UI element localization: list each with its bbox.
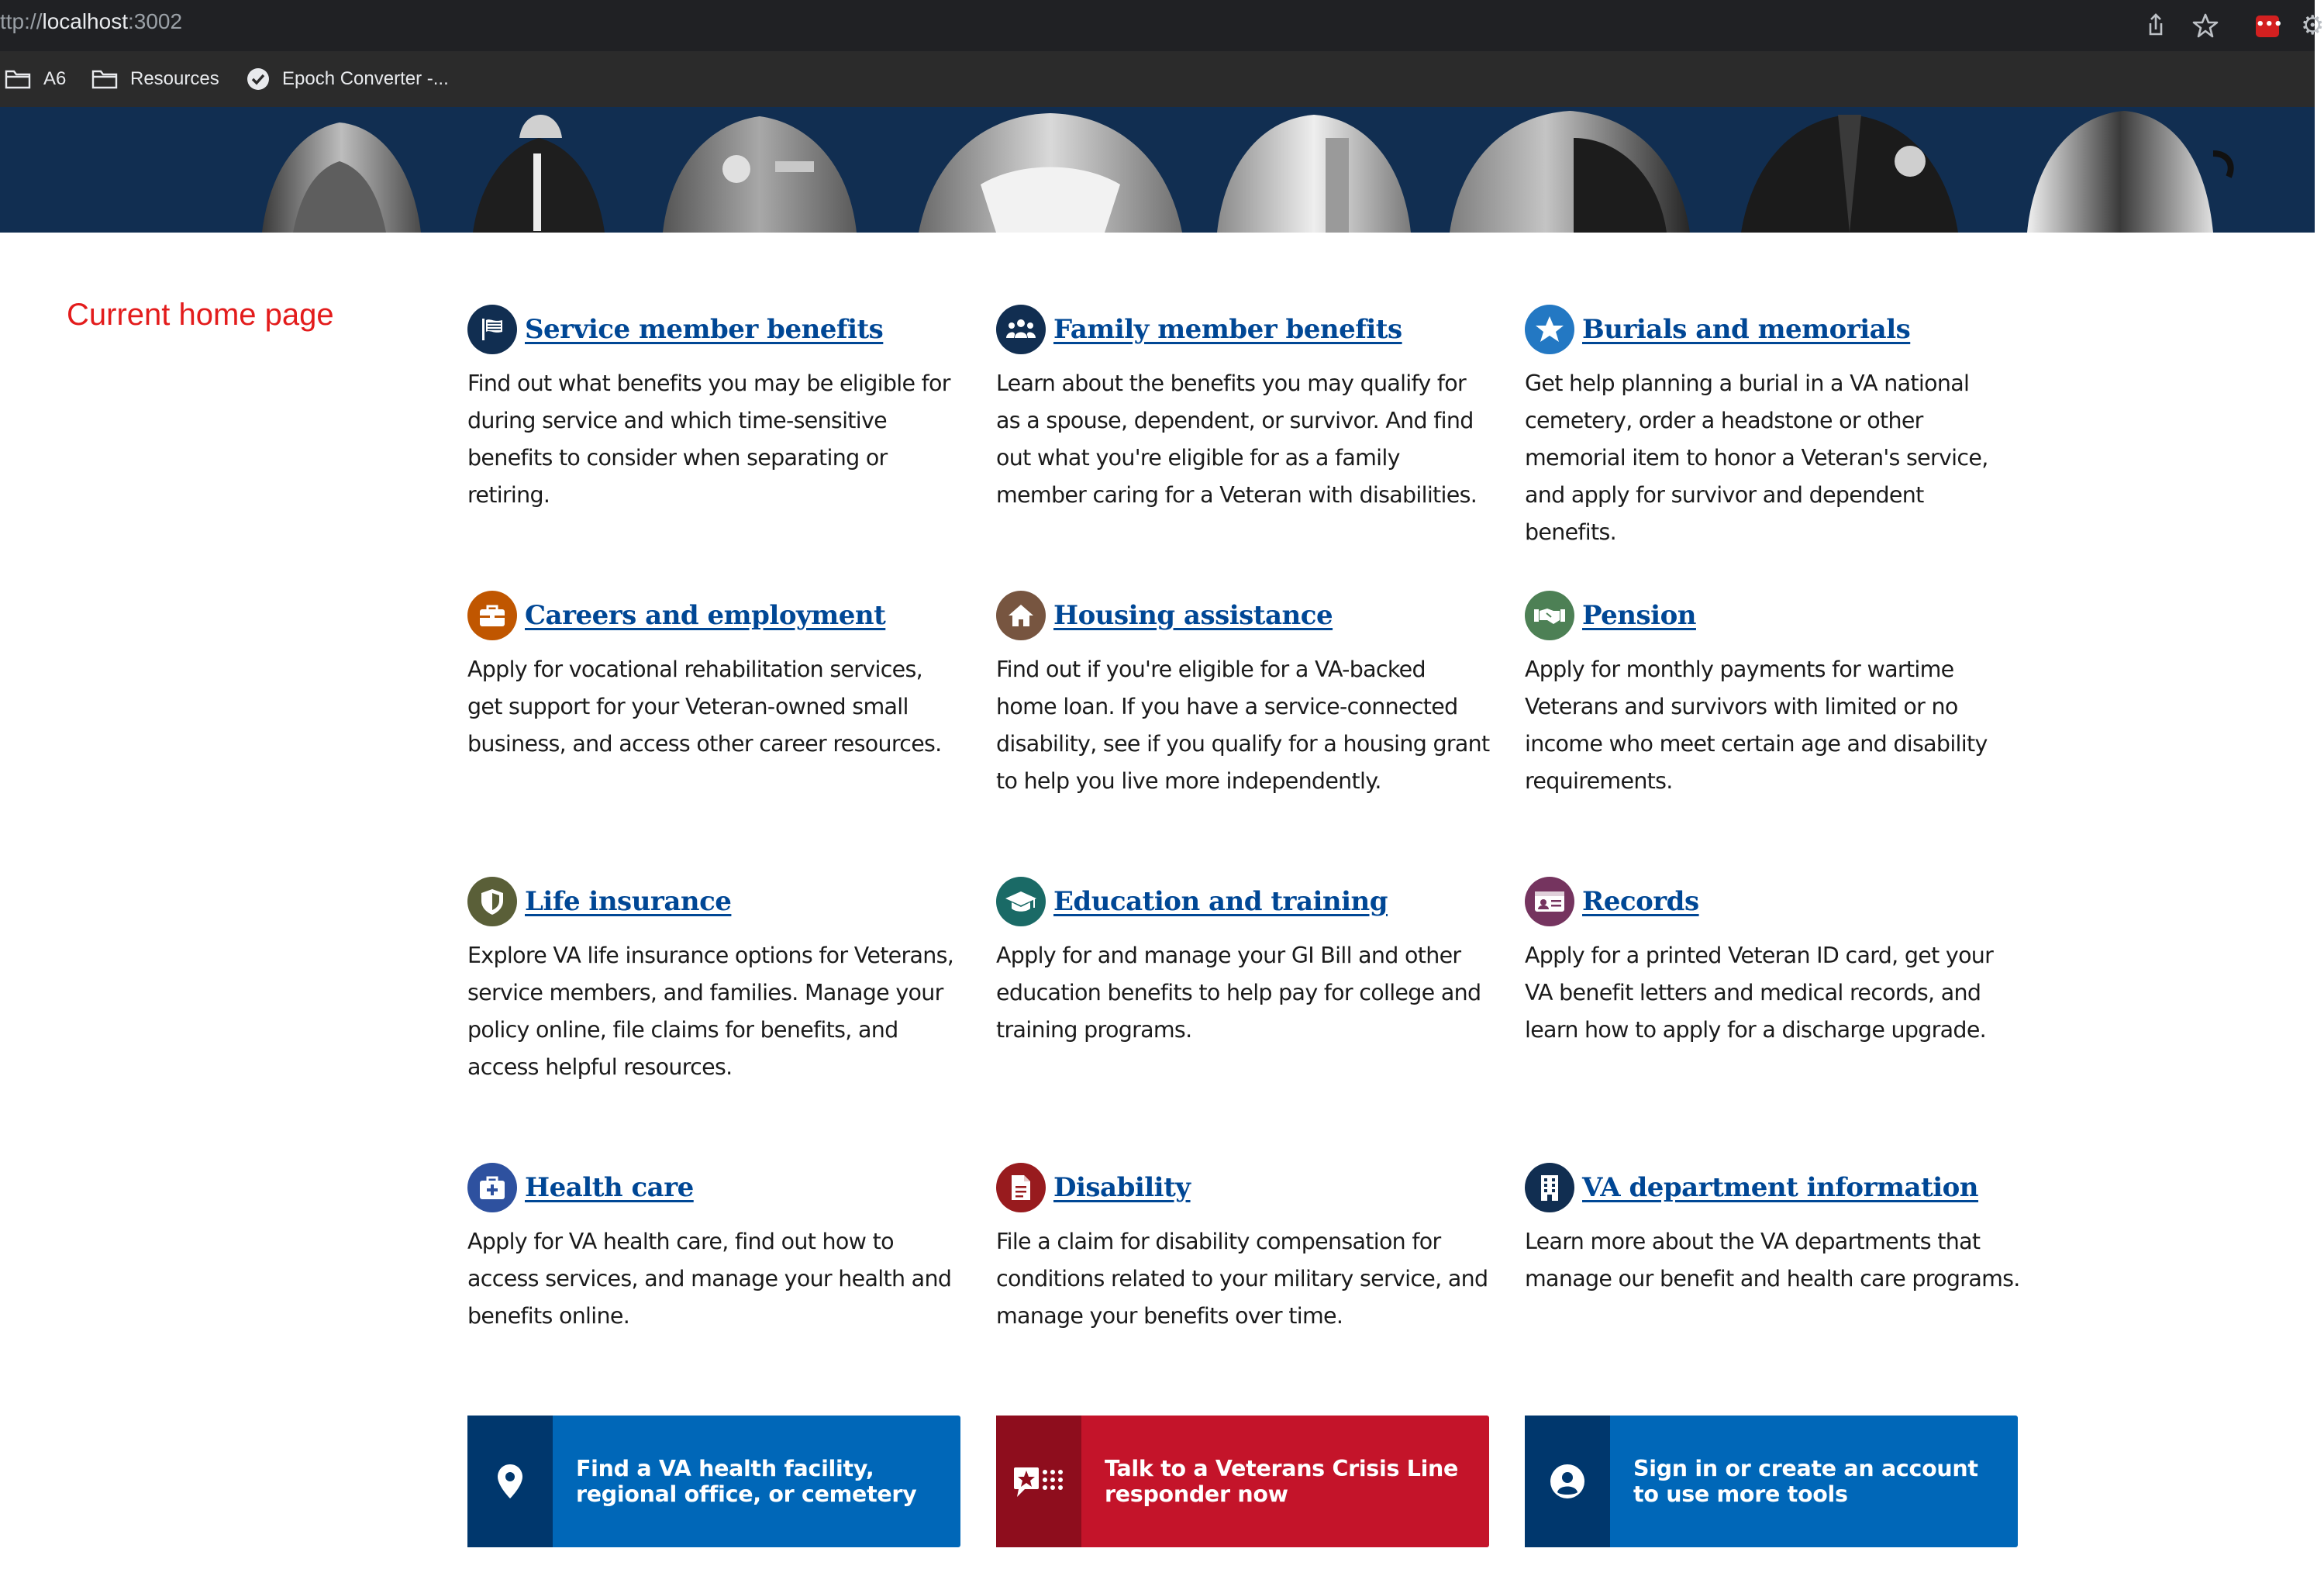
home-icon [996, 591, 1046, 640]
find-facility-button[interactable] [467, 1416, 960, 1547]
folder-icon [5, 69, 31, 89]
briefcase-icon [467, 591, 517, 640]
sign-in-button[interactable] [1525, 1416, 2018, 1547]
hub-link-disability[interactable]: Disability [1053, 1172, 1191, 1203]
hub-description: Get help planning a burial in a VA national cemetery, order a headstone or other memorial item to honor a Veteran's service, and apply for survivor and dependent benefits. [1525, 371, 1988, 545]
hub-description: Explore VA life insurance options for Veterans, service members, and families. Manage your policy online, file claims for benefits, and access helpful resources. [467, 943, 954, 1080]
star-icon [1525, 305, 1574, 354]
bookmark-a6[interactable] [5, 65, 66, 93]
crisis-line-button[interactable] [996, 1416, 1489, 1547]
veteran-photo [1733, 107, 1966, 233]
hub-link-burials-and-memorials[interactable]: Burials and memorials [1582, 314, 1911, 345]
hub-burials [1525, 305, 2021, 551]
url-scheme: ttp:// [0, 9, 43, 33]
browser-url-bar [0, 0, 2324, 51]
medkit-icon [467, 1163, 517, 1212]
veteran-photo [2023, 107, 2240, 233]
bookmark-label: Resources [130, 68, 219, 89]
hub-health-care [467, 1163, 964, 1335]
hub-description: Apply for a printed Veteran ID card, get your VA benefit letters and medical records, and learn how to apply for a discharge upgrade. [1525, 943, 1994, 1043]
hub-description: Apply for vocational rehabilitation services, get support for your Veteran-owned small business, and access other career resources. [467, 657, 942, 757]
veteran-photo [247, 107, 433, 233]
extensions-menu-icon[interactable]: ⚙ [2301, 10, 2324, 41]
hub-life-insurance [467, 877, 964, 1086]
hub-link-life-insurance[interactable]: Life insurance [525, 886, 732, 917]
family-icon [996, 305, 1046, 354]
bookmark-resources[interactable] [91, 65, 219, 93]
find-facility-label: Find a VA health facility, regional office, or cemetery [576, 1456, 917, 1507]
hub-service-member [467, 305, 964, 514]
graduation-cap-icon [996, 877, 1046, 926]
hub-family-member [996, 305, 1492, 514]
epoch-favicon [247, 67, 270, 91]
sign-in-label: Sign in or create an account to use more tools [1633, 1456, 1978, 1507]
hub-housing [996, 591, 1492, 800]
shield-icon [467, 877, 517, 926]
hub-education [996, 877, 1492, 1049]
address-bar[interactable] [0, 9, 182, 34]
hub-link-family-member-benefits[interactable]: Family member benefits [1053, 314, 1402, 345]
url-port: :3002 [127, 9, 183, 33]
veteran-photo [465, 107, 612, 233]
id-card-icon [1525, 877, 1574, 926]
flag-icon [467, 305, 517, 354]
hub-description: Learn more about the VA departments that manage our benefit and health care programs. [1525, 1229, 2020, 1291]
hub-link-records[interactable]: Records [1582, 886, 1699, 917]
veteran-photo [651, 107, 868, 233]
hub-link-housing-assistance[interactable]: Housing assistance [1053, 600, 1333, 631]
hub-careers [467, 591, 964, 763]
hub-description: Apply for VA health care, find out how to access services, and manage your health and benefits online. [467, 1229, 952, 1329]
hub-description: Find out what benefits you may be eligible for during service and which time-sensitive benefits to consider when separating or retiring. [467, 371, 950, 508]
hub-records [1525, 877, 2021, 1049]
hero-banner [0, 107, 2315, 233]
handshake-icon [1525, 591, 1574, 640]
hub-description: Learn about the benefits you may qualify for as a spouse, dependent, or survivor. And find out what you're eligible for as a family member caring for a Veteran with disabilities. [996, 371, 1477, 508]
veteran-photo [1442, 107, 1698, 233]
user-circle-icon [1525, 1416, 1610, 1547]
bookmark-label: A6 [43, 68, 67, 89]
hub-description: Apply for monthly payments for wartime Veterans and survivors with limited or no income who meet certain age and disability requirements. [1525, 657, 1988, 794]
crisis-line-label: Talk to a Veterans Crisis Line responder now [1105, 1456, 1459, 1507]
hub-disability [996, 1163, 1492, 1335]
veteran-photo [1209, 107, 1419, 233]
hub-description: File a claim for disability compensation for conditions related to your military service, and manage your benefits over time. [996, 1229, 1488, 1329]
hub-link-va-department-information[interactable]: VA department information [1582, 1172, 1979, 1203]
annotation-label: Current home page [67, 298, 334, 332]
hub-link-careers-and-employment[interactable]: Careers and employment [525, 600, 886, 631]
veteran-photo [911, 107, 1190, 233]
map-marker-icon [467, 1416, 553, 1547]
bookmarks-bar [0, 51, 2315, 107]
hub-link-education-and-training[interactable]: Education and training [1053, 886, 1388, 917]
bookmark-label: Epoch Converter -... [282, 68, 449, 89]
document-icon [996, 1163, 1046, 1212]
hub-description: Apply for and manage your GI Bill and other education benefits to help pay for college and training programs. [996, 943, 1481, 1043]
url-host: localhost [42, 9, 128, 33]
hub-va-department [1525, 1163, 2021, 1298]
folder-icon [91, 69, 118, 89]
crisis-line-icon [996, 1416, 1081, 1547]
hub-link-health-care[interactable]: Health care [525, 1172, 694, 1203]
extension-icon[interactable]: ••• [2256, 16, 2279, 37]
building-icon [1525, 1163, 1574, 1212]
bookmark-epoch-converter[interactable] [247, 65, 449, 93]
hub-link-pension[interactable]: Pension [1582, 600, 1696, 631]
hub-pension [1525, 591, 2021, 800]
share-icon[interactable] [2141, 11, 2171, 40]
bookmark-star-icon[interactable] [2191, 11, 2220, 40]
hub-description: Find out if you're eligible for a VA-backed home loan. If you have a service-connected disability, see if you qualify for a housing grant to help you live more independently. [996, 657, 1490, 794]
hub-link-service-member-benefits[interactable]: Service member benefits [525, 314, 884, 345]
